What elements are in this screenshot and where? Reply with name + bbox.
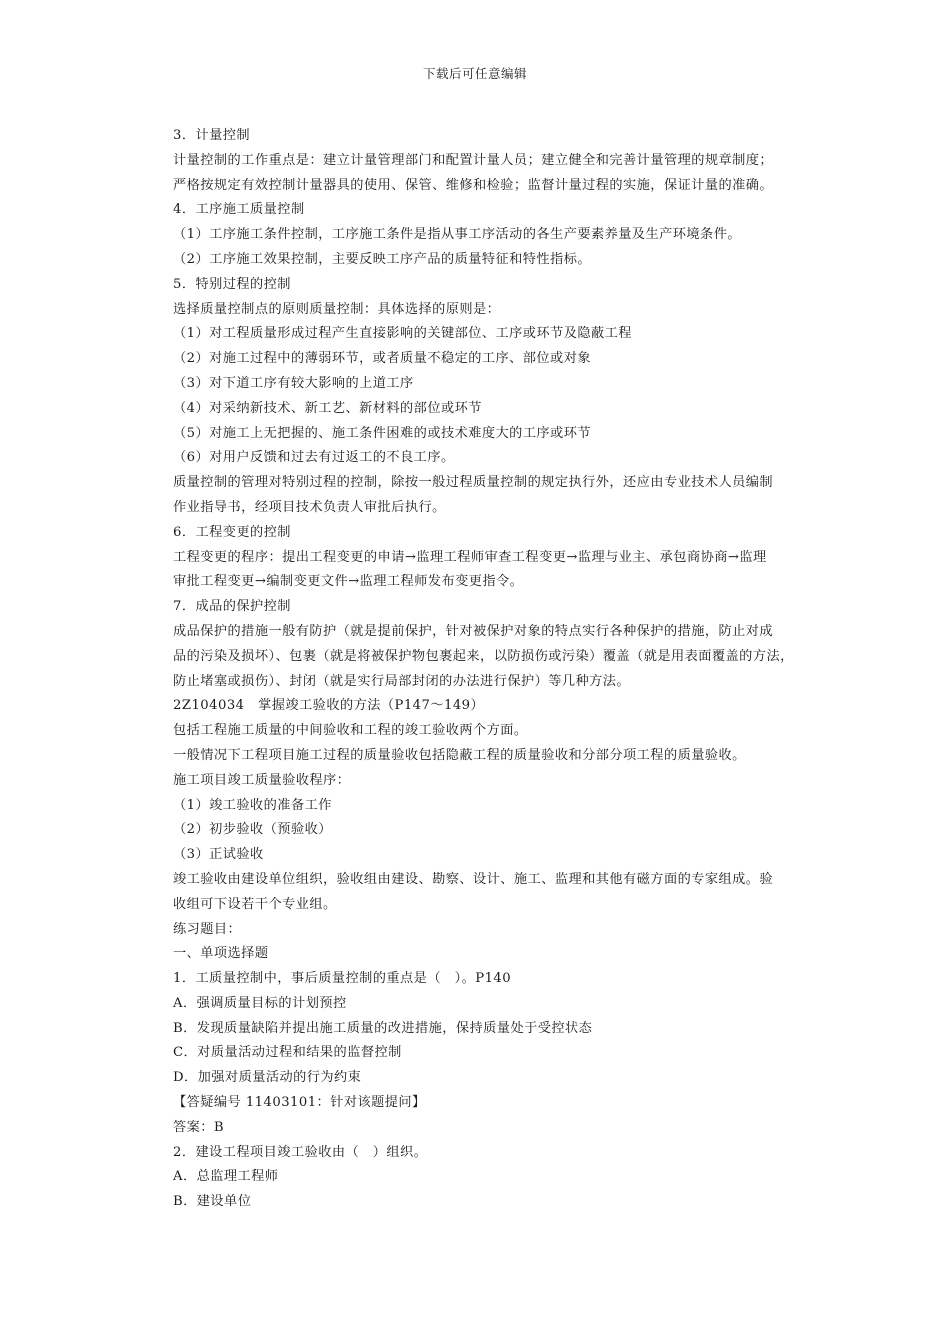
section-heading: 5．特别过程的控制 [173,276,291,292]
section-heading: 7．成品的保护控制 [173,599,291,615]
answer-line: 答案：B [173,1119,225,1135]
paragraph-line: 作业指导书，经项目技术负责人审批后执行。 [173,499,446,515]
answer-option: D．加强对质量活动的行为约束 [173,1070,362,1086]
list-item: （1）竣工验收的准备工作 [173,797,332,813]
paragraph-line: 审批工程变更→编制变更文件→监理工程师发布变更指令。 [173,574,524,590]
list-item: （4）对采纳新技术、新工艺、新材料的部位或环节 [173,400,482,416]
list-item: （5）对施工上无把握的、施工条件困难的或技术难度大的工序或环节 [173,425,591,441]
paragraph-line: 一般情况下工程项目施工过程的质量验收包括隐蔽工程的质量验收和分部分项工程的质量验收。 [173,747,746,763]
paragraph-line: 包括工程施工质量的中间验收和工程的竣工验收两个方面。 [173,723,528,739]
paragraph-line: 严格按规定有效控制计量器具的使用、保管、维修和检验；监督计量过程的实施，保证计量的准确。 [173,177,774,193]
page-header: 下载后可任意编辑 [422,66,527,81]
list-item: （3）对下道工序有较大影响的上道工序 [173,375,414,391]
paragraph-line: 品的污染及损坏）、包裹（就是将被保护物包裹起来，以防损伤或污染）覆盖（就是用表面覆盖的方法， [173,648,794,664]
section-heading: 一、单项选择题 [173,946,269,962]
answer-option: A．强调质量目标的计划预控 [173,995,347,1011]
paragraph-line: 成品保护的措施一般有防护（就是提前保护，针对被保护对象的特点实行各种保护的措施，防止对成 [173,623,774,639]
question: 2．建设工程项目竣工验收由（ ）组织。 [173,1144,428,1160]
question: 1．工质量控制中，事后质量控制的重点是（ ）。P140 [173,971,512,987]
section-heading: 2Z104034 掌握竣工验收的方法（P147～149） [173,698,485,714]
section-heading: 4．工序施工质量控制 [173,202,305,218]
paragraph-line: 选择质量控制点的原则质量控制：具体选择的原则是： [173,301,501,317]
section-heading: 3．计量控制 [173,128,251,143]
answer-option: C．对质量活动过程和结果的监督控制 [173,1045,402,1061]
section-heading: 6．工程变更的控制 [173,524,291,540]
answer-option: B．建设单位 [173,1194,252,1210]
list-item: （2）工序施工效果控制，主要反映工序产品的质量特征和特性指标。 [173,251,591,267]
paragraph-line: 收组可下设若干个专业组。 [173,896,337,912]
answer-option: B．发现质量缺陷并提出施工质量的改进措施，保持质量处于受控状态 [173,1020,593,1036]
list-item: （2）对施工过程中的薄弱环节，或者质量不稳定的工序、部位或对象 [173,351,591,367]
list-item: （2）初步验收（预验收） [173,822,332,838]
qa-reference: 【答疑编号 11403101：针对该题提问】 [173,1095,426,1111]
paragraph-line: 防止堵塞或损伤）、封闭（就是实行局部封闭的办法进行保护）等几种方法。 [173,673,631,689]
paragraph-line: 质量控制的管理对特别过程的控制，除按一般过程质量控制的规定执行外，还应由专业技术人员编制 [173,475,774,491]
section-heading: 练习题目： [173,921,242,937]
paragraph-line: 工程变更的程序：提出工程变更的申请→监理工程师审查工程变更→监理与业主、承包商协商→监理 [173,549,767,565]
list-item: （6）对用户反馈和过去有过返工的不良工序。 [173,450,455,466]
paragraph-line: 施工项目竣工质量验收程序： [173,772,351,788]
document-body [173,124,813,1215]
answer-option: A．总监理工程师 [173,1169,279,1185]
list-item: （1）工序施工条件控制，工序施工条件是指从事工序活动的各生产要素养量及生产环境条件。 [173,227,741,243]
list-item: （1）对工程质量形成过程产生直接影响的关键部位、工序或环节及隐蔽工程 [173,326,632,342]
paragraph-line: 竣工验收由建设单位组织，验收组由建设、勘察、设计、施工、监理和其他有磁方面的专家组成。验 [173,871,774,887]
paragraph-line: 计量控制的工作重点是：建立计量管理部门和配置计量人员；建立健全和完善计量管理的规章制度； [173,152,774,168]
list-item: （3）正试验收 [173,847,264,863]
